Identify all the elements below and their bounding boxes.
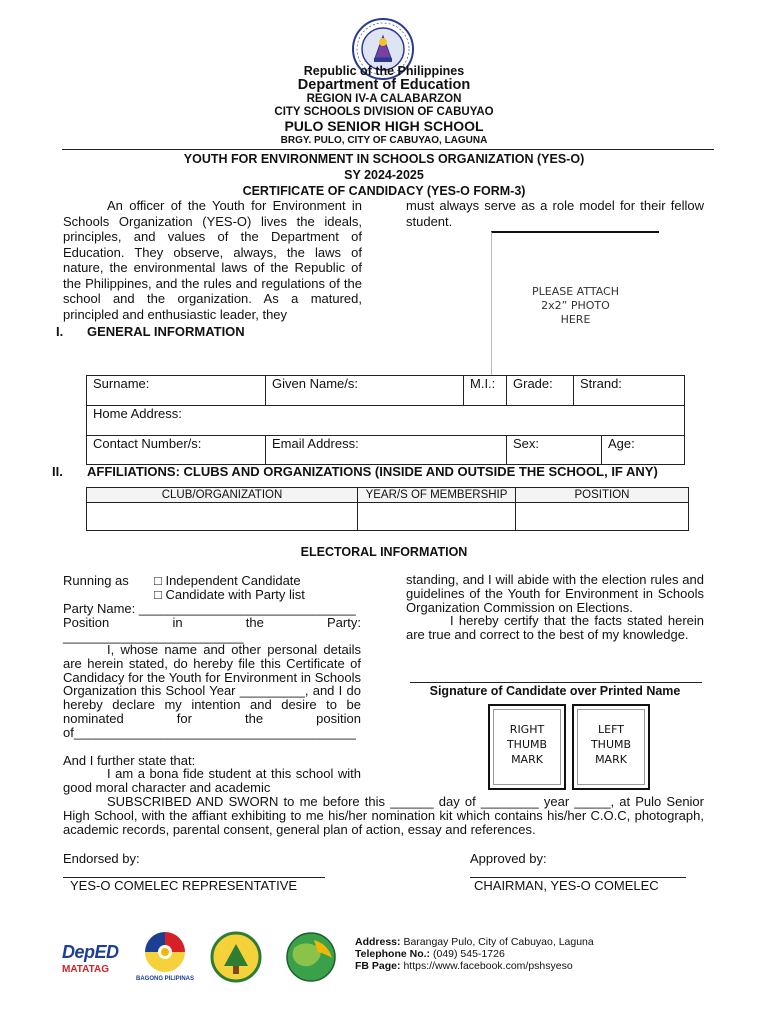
sex-field[interactable] [507, 436, 602, 465]
certify-text: I hereby certify that the facts stated herein are true and correct to the best of my knowledge. [406, 613, 704, 642]
sworn-text: SUBSCRIBED AND SWORN to me before this ______ day of ________ year _____, at Pulo Senior High School, with the affiant exhibiting to me his/her nomination kit which contains his/her C.O.C, photograph, academic records, parental consent, general plan of action, essay and references. [63, 794, 704, 837]
sex-label: Sex: [513, 436, 540, 451]
declaration-para [63, 643, 361, 740]
section-1-title: GENERAL INFORMATION [87, 324, 245, 339]
party-word: Party: [327, 615, 361, 630]
fb-label: FB Page: [355, 960, 401, 972]
header-school: PULO SENIOR HIGH SCHOOL [284, 118, 484, 134]
photo-line-1: PLEASE ATTACH [531, 285, 619, 298]
header-department: Department of Education [297, 77, 471, 93]
deped-wordmark-text: DepED [62, 942, 119, 962]
footer-fb [355, 960, 573, 972]
footer-address [355, 936, 594, 948]
header-region: REGION IV-A CALABARZON [306, 93, 462, 105]
running-as-label: Running as [63, 573, 129, 588]
col-years: YEAR/S OF MEMBERSHIP [358, 488, 516, 503]
age-label: Age: [608, 436, 635, 451]
email-label: Email Address: [272, 436, 359, 451]
affiliations-table [86, 487, 689, 531]
right-thumb-line-2: THUMB [506, 738, 548, 751]
position-in-party-row [63, 615, 361, 630]
certify-para [406, 614, 704, 642]
left-thumb-box[interactable] [572, 704, 650, 790]
mi-label: M.I.: [470, 376, 496, 391]
partylist-checkbox[interactable]: □ Candidate with Party list [154, 587, 305, 602]
title-cert: CERTIFICATE OF CANDIDACY (YES-O FORM-3) [242, 184, 526, 198]
section-2-title: AFFILIATIONS: CLUBS AND ORGANIZATIONS (INSIDE AND OUTSIDE THE SCHOOL, IF ANY) [87, 464, 658, 479]
address-value: Barangay Pulo, City of Cabuyao, Laguna [403, 936, 594, 948]
intro-left-text: An officer of the Youth for Environment in Schools Organization (YES-O) lives the ideals, principles, and values of the Department of Education. They observe, always, the laws of nature, the environmental laws of the Republic of the Philippines, and the rules and regulations of the school and the organization. As a matured, principled and enthusiastic leader, they [63, 198, 362, 322]
declaration-text: I, whose name and other personal details are herein stated, do hereby file this Certificate of Candidacy for the Youth for Environment in Schools Organization this School Year _________, and I do hereby declare my intention and desire to be nominated for the position of_______________________________________ [63, 642, 361, 740]
right-thumb-label [490, 722, 564, 767]
signature-line[interactable] [410, 682, 702, 683]
footer-telephone [355, 948, 505, 960]
photo-instruction [492, 285, 659, 327]
photo-placeholder[interactable] [491, 231, 659, 376]
matatag-text: MATATAG [62, 964, 110, 975]
general-info-table [86, 375, 685, 465]
approved-by-label: Approved by: [470, 851, 547, 866]
position-in-party-field[interactable]: _________________________ [63, 629, 244, 644]
comelec-chair-caption: CHAIRMAN, YES-O COMELEC [474, 878, 659, 893]
col-position: POSITION [516, 488, 689, 503]
section-1-number: I. [56, 324, 64, 339]
standing-para: standing, and I will abide with the election rules and guidelines of the Youth for Environment in Schools Organization Commission on Elections. [406, 572, 704, 615]
school-seal-icon [204, 930, 268, 984]
left-thumb-label [574, 722, 648, 767]
comelec-rep-caption: YES-O COMELEC REPRESENTATIVE [70, 878, 298, 893]
title-sy: SY 2024-2025 [344, 168, 424, 182]
given-name-field[interactable] [266, 376, 464, 406]
left-thumb-line-3: MARK [595, 753, 627, 766]
telephone-value: (049) 545-1726 [432, 948, 505, 960]
photo-line-2: 2x2” PHOTO [541, 299, 610, 312]
electoral-title: ELECTORAL INFORMATION [300, 545, 468, 559]
photo-line-3: HERE [560, 313, 591, 326]
col-club: CLUB/ORGANIZATION [87, 488, 358, 503]
contact-label: Contact Number/s: [93, 436, 202, 451]
years-cell[interactable] [358, 503, 516, 531]
the-word: the [245, 615, 264, 630]
home-address-field[interactable] [87, 406, 685, 436]
position-word: Position [63, 615, 110, 630]
title-org: YOUTH FOR ENVIRONMENT IN SCHOOLS ORGANIZATION (YES-O) [183, 152, 585, 166]
party-name-field[interactable]: Party Name: ______________________________ [63, 601, 356, 616]
endorsed-by-label: Endorsed by: [63, 851, 140, 866]
bonafide-text: I am a bona fide student at this school with good moral character and academic [63, 766, 361, 795]
deped-wordmark [62, 942, 119, 963]
telephone-label: Telephone No.: [355, 948, 431, 960]
grade-label: Grade: [513, 376, 553, 391]
surname-label: Surname: [93, 376, 150, 391]
header-republic: Republic of the Philippines [303, 64, 465, 78]
intro-right: must always serve as a role model for their fellow student. [406, 198, 704, 229]
home-address-label: Home Address: [93, 406, 182, 421]
signature-caption: Signature of Candidate over Printed Name [429, 684, 681, 698]
header-division: CITY SCHOOLS DIVISION OF CABUYAO [274, 106, 494, 118]
intro-left [63, 198, 362, 322]
grade-field[interactable] [507, 376, 574, 406]
strand-field[interactable] [574, 376, 685, 406]
deped-matatag-logo [60, 926, 122, 986]
email-field[interactable] [266, 436, 507, 465]
club-cell[interactable] [87, 503, 358, 531]
address-label: Address: [355, 936, 401, 948]
right-thumb-box[interactable] [488, 704, 566, 790]
right-thumb-line-3: MARK [511, 753, 543, 766]
further-state: And I further state that: [63, 753, 196, 768]
given-name-label: Given Name/s: [272, 376, 358, 391]
bagong-pilipinas-text: BAGONG PILIPINAS [135, 976, 194, 982]
bonafide-para [63, 767, 361, 795]
left-thumb-line-2: THUMB [590, 738, 632, 751]
header-divider [62, 149, 714, 150]
mi-field[interactable] [464, 376, 507, 406]
surname-field[interactable] [87, 376, 266, 406]
position-cell[interactable] [516, 503, 689, 531]
sworn-statement [63, 795, 704, 837]
header-address: BRGY. PULO, CITY OF CABUYAO, LAGUNA [280, 135, 488, 146]
independent-checkbox[interactable]: □ Independent Candidate [154, 573, 301, 588]
in-word: in [172, 615, 183, 630]
strand-label: Strand: [580, 376, 622, 391]
section-2-number: II. [52, 464, 63, 479]
age-field[interactable] [602, 436, 685, 465]
left-thumb-line-1: LEFT [598, 723, 624, 736]
yeso-globe-logo [274, 930, 348, 984]
contact-field[interactable] [87, 436, 266, 465]
right-thumb-line-1: RIGHT [509, 723, 545, 736]
fb-link[interactable]: https://www.facebook.com/pshsyeso [403, 960, 573, 972]
